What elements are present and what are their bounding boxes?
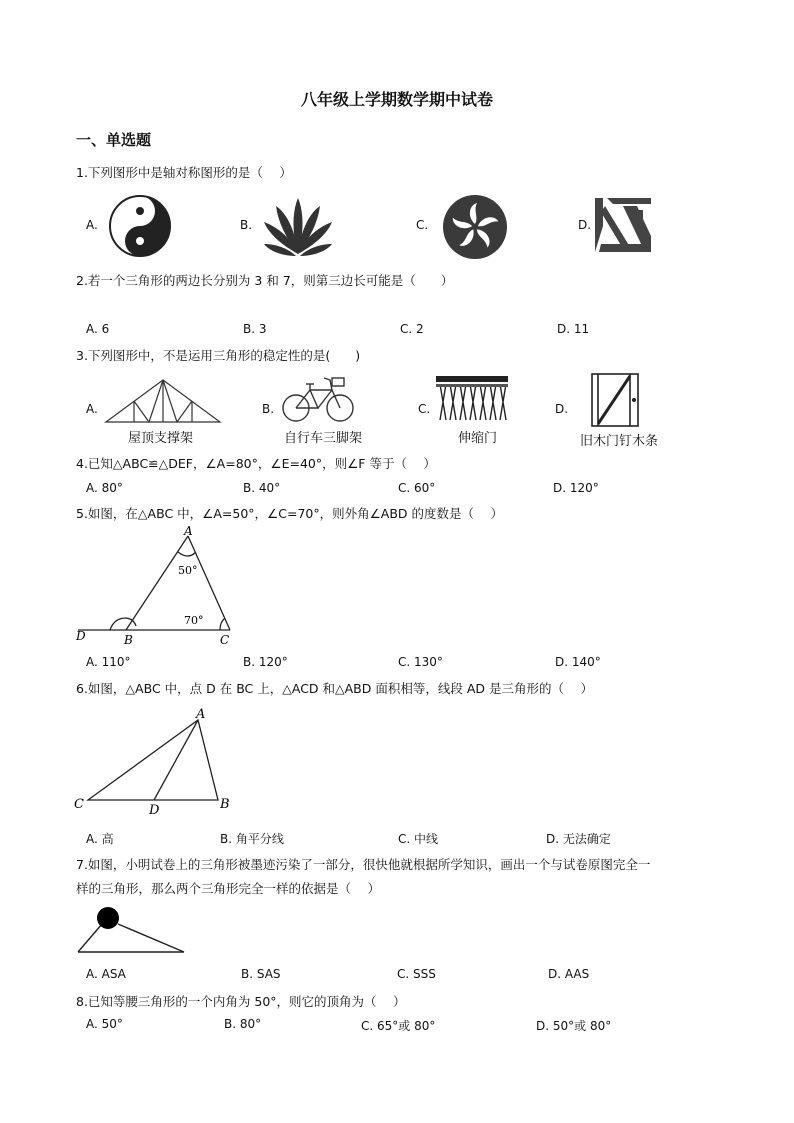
q4-option-a[interactable]: A. 80° (86, 481, 123, 495)
question-6-stem: 6.如图，△ABC 中，点 D 在 BC 上，△ACD 和△ABD 面积相等，线段 AD 是三角形的（ ） (76, 681, 593, 696)
question-4-stem: 4.已知△ABC≌△DEF，∠A=80°，∠E=40°，则∠F 等于（ ） (76, 456, 436, 471)
bicycle-icon (280, 374, 356, 424)
q5-angle-a: 50° (178, 564, 198, 577)
q7-option-b[interactable]: B. SAS (241, 967, 281, 981)
q6-option-d[interactable]: D. 无法确定 (546, 832, 611, 846)
q5-label-a: A (184, 526, 193, 538)
q5-label-c: C (220, 633, 230, 647)
q6-option-a[interactable]: A. 高 (86, 832, 114, 846)
q1-option-c[interactable]: C. (416, 218, 429, 232)
q5-option-d[interactable]: D. 140° (555, 655, 601, 669)
q7-option-d[interactable]: D. AAS (548, 967, 590, 981)
q5-label-b: B (124, 633, 133, 647)
question-1-stem: 1.下列图形中是轴对称图形的是（ ） (76, 165, 292, 180)
question-2-stem: 2.若一个三角形的两边长分别为 3 和 7，则第三边长可能是（ ） (76, 273, 454, 288)
q6-option-c[interactable]: C. 中线 (398, 832, 439, 846)
question-7-stem-line2: 样的三角形，那么两个三角形完全一样的依据是（ ） (76, 881, 380, 896)
q3-option-a[interactable]: A. (86, 402, 98, 416)
q5-option-b[interactable]: B. 120° (243, 655, 288, 669)
q3-option-c[interactable]: C. (418, 402, 431, 416)
q3-caption-c: 伸缩门 (458, 431, 498, 446)
q2-option-c[interactable]: C. 2 (400, 322, 424, 336)
page-title: 八年级上学期数学期中试卷 (300, 90, 493, 109)
question-5-stem: 5.如图，在△ABC 中，∠A=50°，∠C=70°，则外角∠ABD 的度数是（ ） (76, 506, 504, 521)
question-3-stem: 3.下列图形中，不是运用三角形的稳定性的是( ) (76, 348, 361, 363)
geometric-logo-icon (593, 196, 653, 254)
q3-option-d[interactable]: D. (555, 402, 569, 416)
q2-option-d[interactable]: D. 11 (557, 322, 590, 336)
question-7-stem: 7.如图，小明试卷上的三角形被墨迹污染了一部分，很快他就根据所学知识，画出一个与试卷原图完全一 (76, 857, 651, 872)
folding-gate-icon (436, 376, 508, 422)
q3-caption-a: 屋顶支撑架 (128, 431, 194, 446)
q6-label-d: D (149, 803, 160, 818)
section-heading: 一、单选题 (76, 131, 152, 149)
q6-label-c: C (74, 797, 84, 812)
q8-option-d[interactable]: D. 50°或 80° (536, 1019, 612, 1033)
q2-option-a[interactable]: A. 6 (86, 322, 110, 336)
q5-option-c[interactable]: C. 130° (398, 655, 443, 669)
q7-option-a[interactable]: A. ASA (86, 967, 126, 981)
q6-triangle-figure (72, 704, 242, 822)
q5-option-a[interactable]: A. 110° (86, 655, 131, 669)
petal-logo-icon (262, 194, 334, 258)
q6-option-b[interactable]: B. 角平分线 (220, 832, 284, 846)
q4-option-d[interactable]: D. 120° (553, 481, 599, 495)
q5-triangle-figure (74, 526, 244, 648)
q1-option-d[interactable]: D. (578, 218, 592, 232)
yin-yang-icon (108, 194, 172, 258)
q1-option-b[interactable]: B. (240, 218, 253, 232)
q4-option-b[interactable]: B. 40° (243, 481, 281, 495)
q7-inked-triangle-figure (74, 904, 190, 956)
q6-label-b: B (220, 797, 230, 812)
q2-option-b[interactable]: B. 3 (243, 322, 267, 336)
q6-label-a: A (196, 707, 206, 722)
q3-option-b[interactable]: B. (262, 402, 275, 416)
wooden-door-icon (590, 372, 640, 428)
question-8-stem: 8.已知等腰三角形的一个内角为 50°，则它的顶角为（ ） (76, 994, 406, 1009)
ink-blot-icon (97, 907, 119, 929)
q1-option-a[interactable]: A. (86, 218, 98, 232)
roof-truss-icon (104, 378, 222, 424)
q8-option-b[interactable]: B. 80° (224, 1017, 262, 1031)
q5-label-d: D (76, 629, 86, 643)
q5-angle-c: 70° (184, 614, 204, 627)
q8-option-c[interactable]: C. 65°或 80° (361, 1019, 436, 1033)
q7-option-c[interactable]: C. SSS (397, 967, 436, 981)
q3-caption-d: 旧木门钉木条 (580, 434, 659, 449)
q3-caption-b: 自行车三脚架 (284, 431, 363, 446)
q4-option-c[interactable]: C. 60° (398, 481, 436, 495)
q8-option-a[interactable]: A. 50° (86, 1017, 123, 1031)
flower-emblem-icon (442, 194, 508, 260)
